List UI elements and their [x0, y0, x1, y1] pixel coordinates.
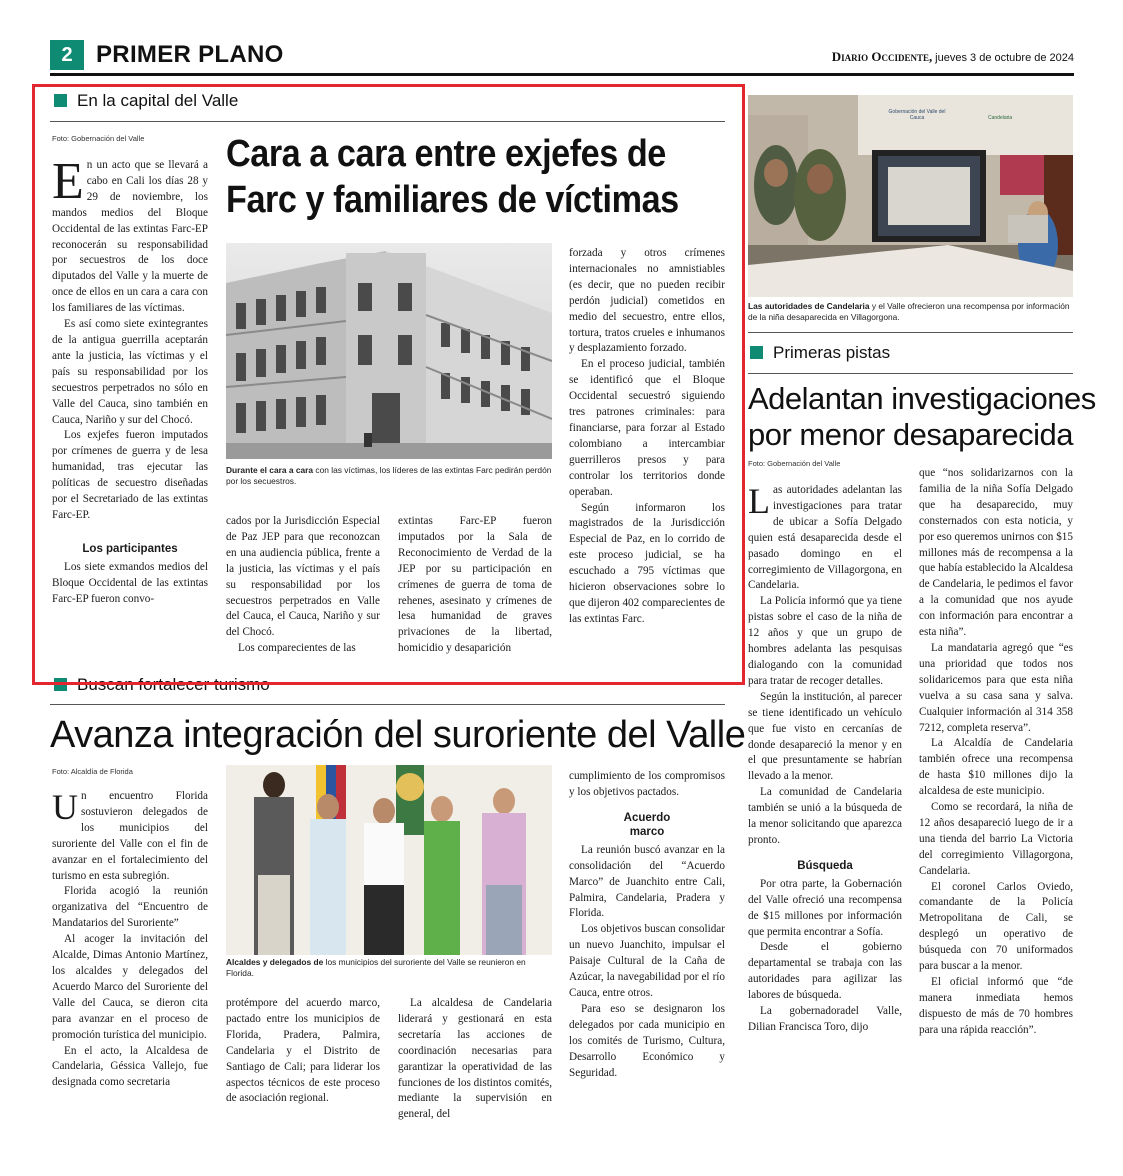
section-label-capital: En la capital del Valle — [54, 91, 238, 111]
paper-name: Diario Occidente, — [831, 49, 933, 64]
meeting-illustration — [748, 95, 1073, 297]
headline-line2: Farc y familiares de víctimas — [226, 179, 679, 221]
building-photo — [226, 243, 552, 459]
right-caption-rule — [748, 332, 1073, 333]
section-rule — [50, 121, 725, 122]
right-headline — [748, 381, 1096, 453]
section-marker-icon — [54, 94, 67, 107]
bottom-col-4: cumplimiento de los compromisos y los objetivos pactados. Acuerdo marco La reunión buscó avanzar en la consolidación del “Acuerdo Marco” de Juanchito entre Cali, Palmira, Candelaria, Pradera y Florida. Los objetivos buscan consolidar un nuevo Juanchito, impulsar el Paisaje Cultural de la Caña de Azúcar, la navegabilidad por el río Cauca, entre otros. Para eso se designaron los delegados por cada municipio en los comités de Turismo, Cultura, Desarrollo Económico y Seguridad. — [569, 770, 725, 1079]
main-col-4: forzada y otros crímenes internacionales no amnistiables (es decir, que no pueden recibir perdón judicial) cometidos en medio del secuestro, entre ellos, tortura, tratos crueles e inhumanos y desplazamiento forzado. En el proceso judicial, también se identificó que el Bloque Occidental secuestró siguiendo tres patrones criminales: para financiarse, para forzar al Estado colombiano a intercambiar guerrilleros presos y para controlar los territorios donde operaban. Según informaron los magistrados de la Jurisdicción Especial de Paz, en lo corrido de este proceso judicial, se ha escuchado a 795 víctimas que hicieron observaciones sobre lo que dijeron 402 comparecientes de las extintas Farc. — [569, 247, 725, 625]
officials-illustration — [226, 765, 552, 955]
page-header — [50, 38, 1074, 74]
bottom-headline: Avanza integración del suroriente del Valle — [50, 714, 746, 756]
bottom-section-rule — [50, 704, 725, 705]
dropcap: U — [52, 787, 78, 827]
officials-photo — [226, 765, 552, 955]
main-col-2: cados por la Jurisdicción Especial de Paz JEP para que reconozcan en una audiencia pública, frente a la justicia, las víctimas y el país su responsabilidad por los secuestros perpetrados en Valle del Cauca, el Cauca, Nariño y sur del Chocó. Los comparecientes de las — [226, 515, 380, 655]
section-label-pistas: Primeras pistas — [750, 343, 890, 363]
section-label-turismo: Buscan fortalecer turismo — [54, 675, 270, 695]
page-number: 2 — [61, 44, 73, 66]
main-headline — [226, 131, 726, 223]
subhead: Los participantes — [82, 542, 178, 555]
section-title: PRIMER PLANO — [96, 41, 284, 68]
header-rule — [50, 73, 1074, 76]
subhead: Búsqueda — [797, 859, 853, 872]
issue-date: jueves 3 de octubre de 2024 — [935, 52, 1074, 64]
main-photo-caption: Durante el cara a cara con las víctimas, los líderes de las extintas Farc pedirán perdón por los secuestros. — [226, 465, 552, 486]
headline-line1: Cara a cara entre exjefes de — [226, 133, 666, 175]
right-section-rule — [748, 373, 1073, 374]
bottom-col-1: U n encuentro Florida sostuvieron delegados de los municipios del suroriente del Valle con el fin de avanzar en el fortalecimiento del turismo en esta subregión. Florida acogió la reunión organizativa del “Encuentro de Mandatarios del Suroriente” Al acoger la invitación del Alcalde, Dimas Antonio Martínez, los alcaldes y delegados del Acuerdo Marco del Suroriente del Valle del Cauca, se dieron cita para avanzar en el proceso de promoción turística del municipio. En el acto, la Alcaldesa de Candelaria, Géssica Vallejo, fue designada como secretaria — [52, 787, 208, 1089]
right-col-2: que “nos solidarizarnos con la familia de la niña Sofía Delgado que ha desaparecido, muy consternados con esta noticia, y por eso queremos unirnos con $15 millones más de recompensa a la que había establecido la Alcaldesa de Candelaria, le pedimos el favor a la comunidad que nos ayude con información para encontrar a esta niña”. La mandataria agregó que “es una prioridad que todos nos solidaricemos para que esta niña vuelva a su casa sana y salva. Cualquier información al 314 358 7212, completa reserva”. La Alcaldía de Candelaria también ofrece una recompensa de hasta $10 millones dijo la alcaldesa de este municipio. Como se recordará, la niña de 12 años desapareció luego de ir a una tienda del barrio La Victoria del corregimiento Villagorgona, Candelaria. El coronel Carlos Oviedo, comandante de la Policía Metropolitana de Cali, se desplegó un operativo de búsqueda con 70 uniformados para buscar a la menor. El oficial informó que “de manera inmediata hemos dispuesto de más de 70 hombres para una rápida reacción”. — [919, 467, 1073, 1036]
right-headline-line2: por menor desaparecida — [748, 417, 1074, 452]
section-marker-icon — [750, 346, 763, 359]
page-number-badge — [50, 40, 84, 70]
bottom-col-3: La alcaldesa de Candelaria liderará y gestionará en esta secretaría las acciones de coordinación necesarias para garantizar la operatividad de las funciones de los distintos comités, mediante la supervisión en general, del — [398, 997, 552, 1121]
meeting-photo — [748, 95, 1073, 297]
bottom-photo-caption: Alcaldes y delegados de los municipios del suroriente del Valle se reunieron en Florida. — [226, 957, 526, 978]
photo-credit: Foto: Gobernación del Valle — [52, 134, 145, 143]
right-headline-line1: Adelantan investigaciones — [748, 381, 1096, 416]
building-illustration — [226, 243, 552, 459]
right-col-1: L as autoridades adelantan las investigaciones para tratar de ubicar a Sofía Delgado quien está desaparecida desde el pasado domingo en el corregimiento de Villagorgona, en Candelaria. La Policía informó que ya tiene pistas sobre el caso de la niña de 12 años y que un grupo de hombres adelanta las pesquisas dialogando con la comunidad para tratar de recoger detalles. Según la institución, al parecer se tiene identificado un vehículo que fue visto en cercanías de donde desapareció la menor y en el que presuntamente se habrían llevado a la menor. La comunidad de Candelaria también se unió a la búsqueda de la menor solicitando que aparezca pronto. Búsqueda Por otra parte, la Gobernación del Valle ofreció una recompensa de $15 millones por información que permita encontrar a Sofía. Desde el gobierno departamental se trabaja con las autoridades para agilizar las labores de búsqueda. La gobernadoradel Valle, Dilian Francisca Toro, dijo — [748, 481, 902, 1033]
main-col-3: extintas Farc-EP fueron imputados por la Sala de Reconocimiento de Verdad de la JEP por su participación en crímenes de guerra de toma de rehenes, asesinato y crímenes de lesa humanidad de graves privaciones de la libertad, homicidio y desaparición — [398, 515, 552, 655]
main-col-1: E n un acto que se llevará a cabo en Cali los días 28 y 29 de noviembre, los mandos medios del Bloque Occidental de las extintas Farc-EP reconocerán su responsabilidad por secuestros de los doce diputados del Valle y la muerte de once de ellos en un cara a cara con los familiares de las víctimas. Es así como siete exintegrantes de la antigua guerrilla aceptarán ante la justicia, las víctimas y el país su responsabilidad por los secuestros perpetrados no sólo en Valle del Cauca, sino también en Cauca, Nariño y sur del Chocó. Los exjefes fueron imputados por crímenes de guerra y de lesa humanidad, tras ejecutar las políticas de secuestro diseñadas por el Secretariado de las extintas Farc-EP. Los participantes Los siete exmandos medios del Bloque Occidental de las extintas Farc-EP fueron convo- — [52, 153, 208, 605]
bottom-col-2: protémpore del acuerdo marco, pactado entre los municipios de Florida, Pradera, Palmira, Candelaria y el Distrito de Santiago de Cali; para liderar los aspectos técnicos de este proceso de asociación regional. — [226, 997, 380, 1105]
section-marker-icon — [54, 678, 67, 691]
masthead-date — [832, 49, 1074, 65]
dropcap: E — [52, 153, 84, 210]
bottom-photo-credit: Foto: Alcaldía de Florida — [52, 767, 133, 776]
subhead: Acuerdo marco — [623, 811, 671, 838]
right-photo-caption: Las autoridades de Candelaria y el Valle ofrecieron una recompensa por información de la niña desaparecida en Villagorgona. — [748, 301, 1070, 322]
screen-logo-right: Candelaria — [988, 115, 1013, 121]
dropcap: L — [748, 481, 770, 521]
screen-logo-left: Gobernación del Valle del Cauca — [888, 109, 946, 121]
right-photo-credit: Foto: Gobernación del Valle — [748, 459, 841, 468]
